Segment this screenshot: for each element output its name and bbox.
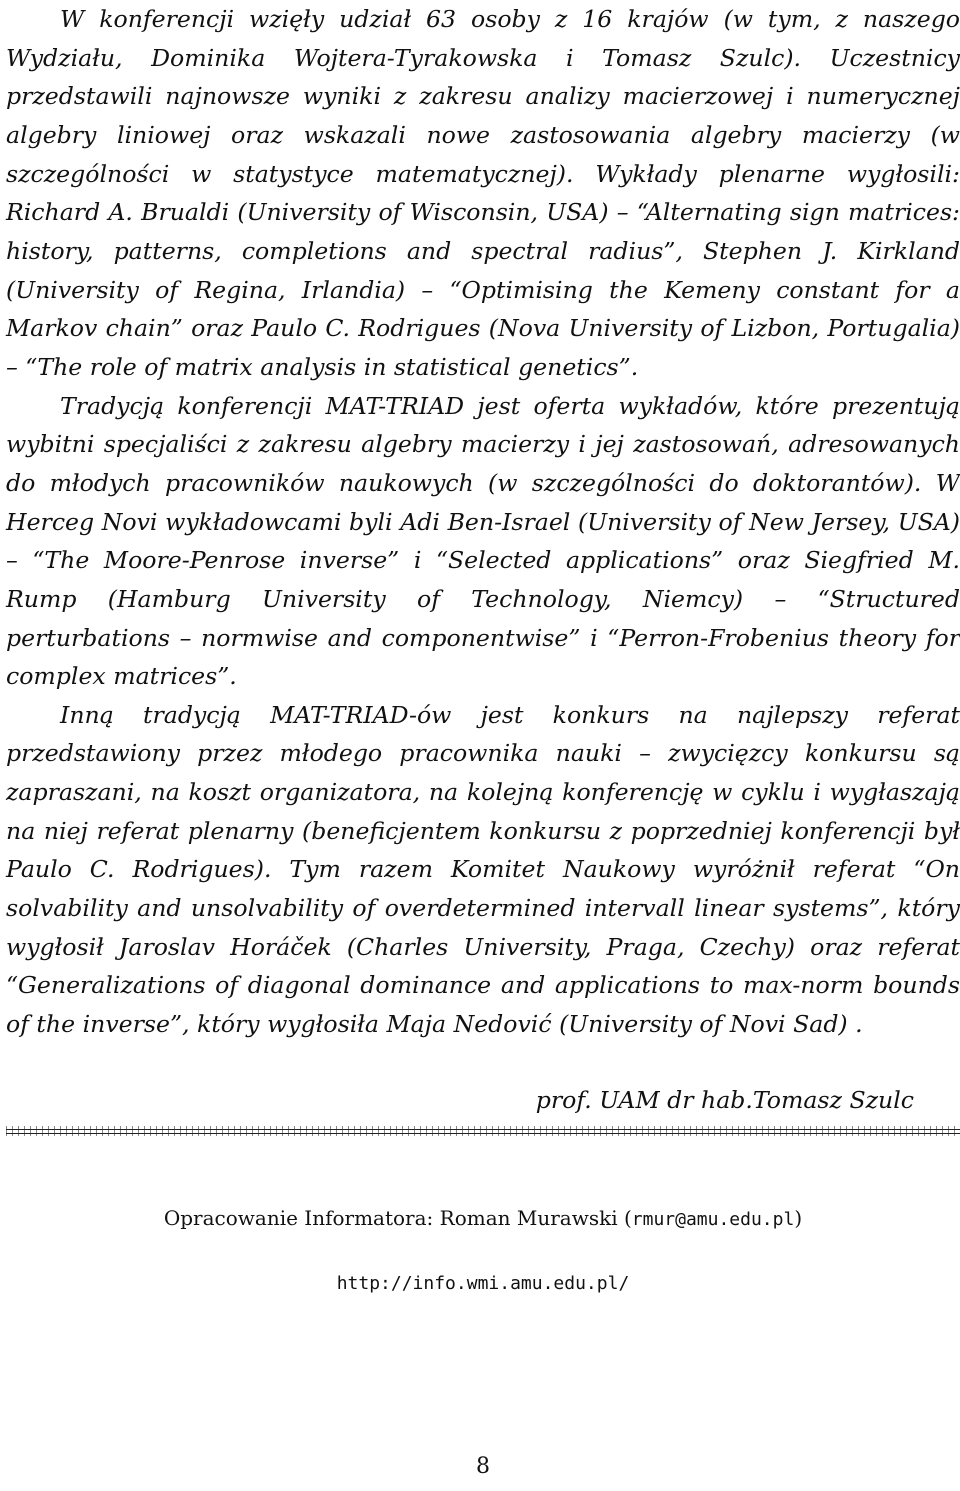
paragraph-young-researcher-contest: Inną tradycją MAT-TRIAD-ów jest konkurs na najlepszy referat przedstawiony przez młodego pracownika nauki – zwycięzcy konkursu są zapraszani, na koszt organizatora, na kolejną konferencję w cyklu i wygłaszają na niej referat plenarny (beneficjentem konkursu z poprzedniej konferencji był Paulo C. Rodrigues). Tym razem Komitet Naukowy wyróżnił referat “On solvability and unsolvability of overdetermined intervall linear systems”, który wygłosił Jaroslav Horáček (Charles University, Praga, Czechy) oraz referat “Generalizations of diagonal dominance and applications to max-norm bounds of the inverse”, który wygłosiła Maja Nedović (University of Novi Sad) . — [6, 700, 960, 1039]
editor-credit-label: Opracowanie Informatora: Roman Murawski ( — [163, 1206, 632, 1230]
paragraph-conference-summary: W konferencji wzięły udział 63 osoby z 16 krajów (w tym, z naszego Wydziału, Dominika Wojtera-Tyrakowska i Tomasz Szulc). Uczestnicy przedstawili najnowsze wyniki z zakresu analizy macierzowej i numerycznej algebry liniowej oraz wskazali nowe zastosowania algebry macierzy (w szczególności w statystyce matematycznej). Wykłady plenarne wygłosili: Richard A. Brualdi (University of Wisconsin, USA) – “Alternating sign matrices: history, patterns, completions and spectral radius”, Stephen J. Kirkland (University of Regina, Irlandia) – “Optimising the Kemeny constant for a Markov chain” oraz Paulo C. Rodrigues (Nova University of Lizbon, Portugalia) – “The role of matrix analysis in statistical genetics”. — [6, 5, 960, 381]
footer-rule-top — [6, 1129, 960, 1130]
author-signature: prof. UAM dr hab.Tomasz Szulc — [535, 1086, 914, 1114]
page-number: 8 — [476, 1454, 490, 1479]
editor-credit-close: ) — [794, 1206, 803, 1230]
editor-email: rmur@amu.edu.pl — [631, 1209, 795, 1230]
editor-credit — [6, 1202, 960, 1236]
document-page — [6, 0, 960, 1491]
website-url: http://info.wmi.amu.edu.pl/ — [336, 1273, 630, 1294]
paragraph-lecture-tradition: Tradycją konferencji MAT-TRIAD jest oferta wykładów, które prezentują wybitni specjaliści z zakresu algebry macierzy i jej zastosowań, adresowanych do młodych pracowników naukowych (w szczególności do doktorantów). W Herceg Novi wykładowcami byli Adi Ben-Israel (University of New Jersey, USA) – “The Moore-Penrose inverse” i “Selected applications” oraz Siegfried M. Rump (Hamburg University of Technology, Niemcy) – “Structured perturbations – normwise and componentwise” i “Perron-Frobenius theory for complex matrices”. — [6, 391, 960, 691]
footer-rule-bottom — [6, 1133, 960, 1134]
footer-rule-pattern — [6, 1126, 960, 1136]
article-body — [6, 0, 960, 1044]
